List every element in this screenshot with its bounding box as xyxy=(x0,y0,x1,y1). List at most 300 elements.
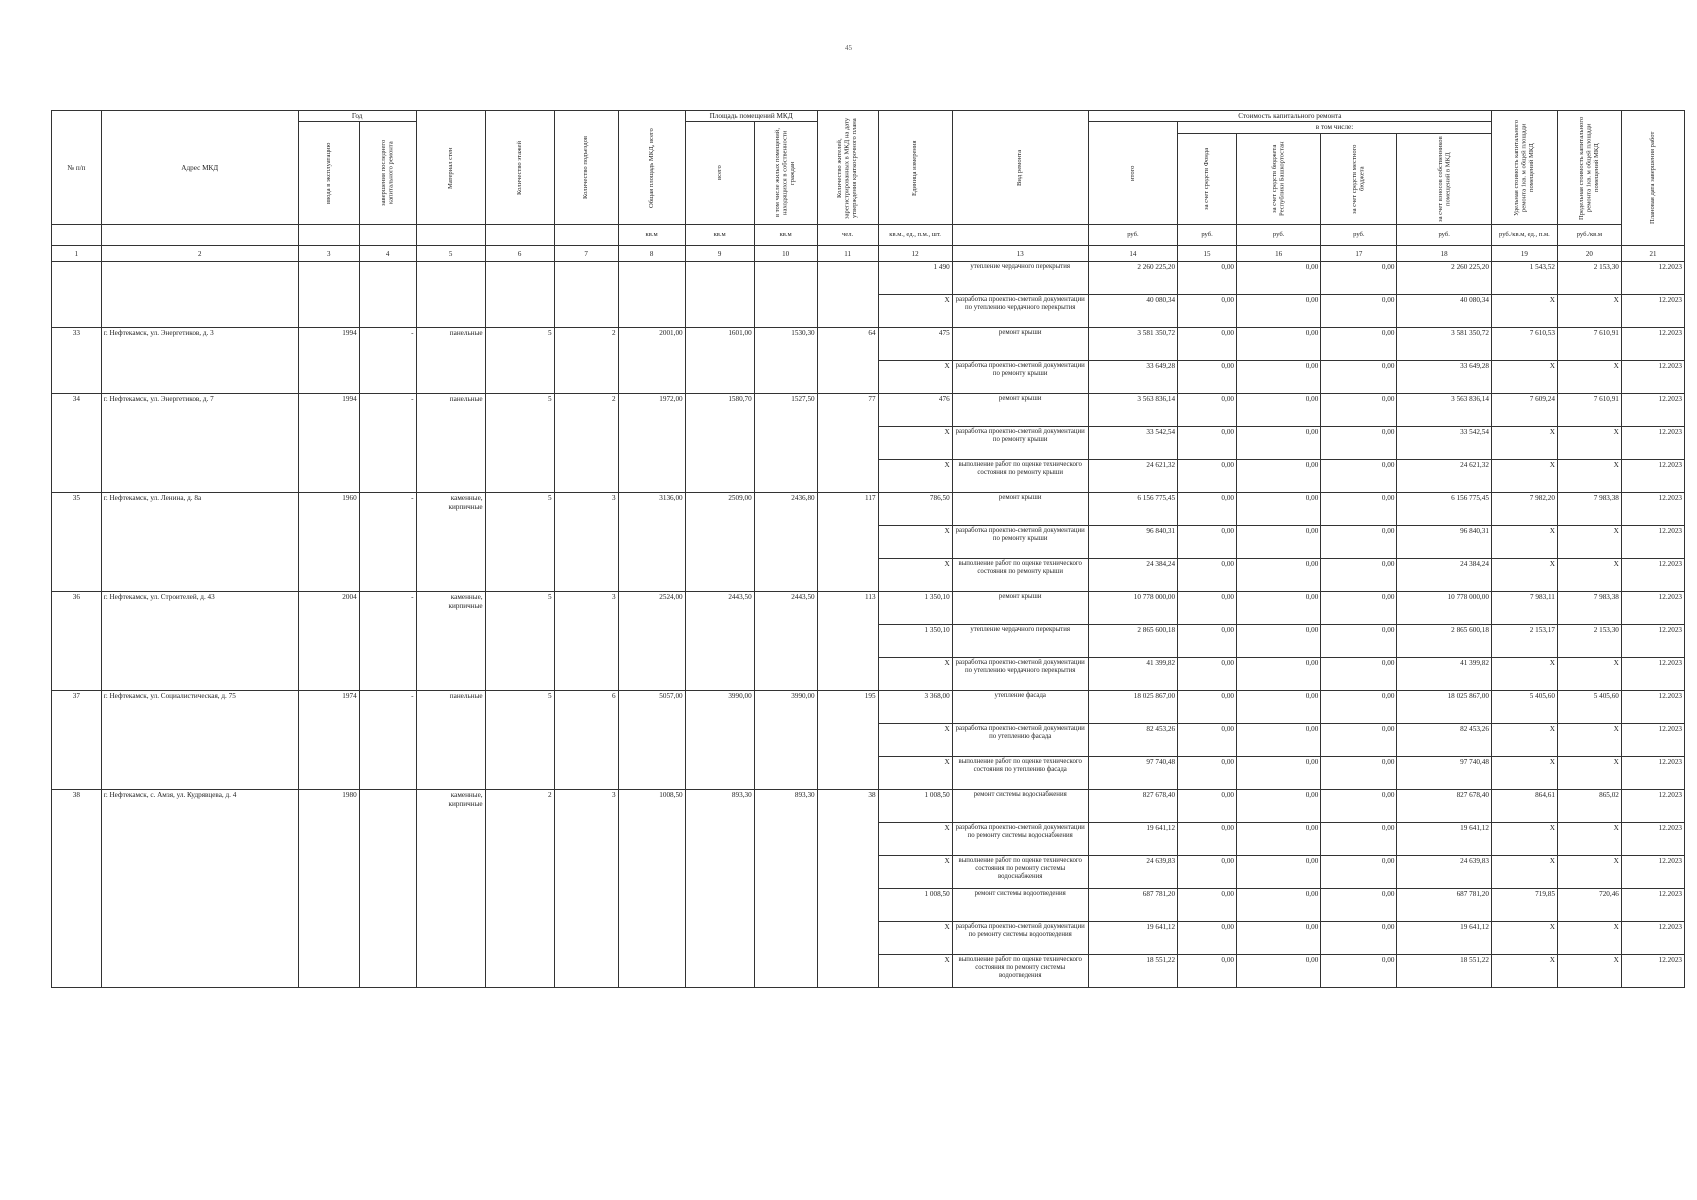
cost-fund: 0,00 xyxy=(1178,922,1237,955)
max-cost: X xyxy=(1557,295,1621,328)
owned-area: 3990,00 xyxy=(754,691,817,790)
work-quantity: 786,50 xyxy=(878,493,952,526)
planned-date: 12.2023 xyxy=(1621,394,1684,427)
cost-fund: 0,00 xyxy=(1178,658,1237,691)
owned-area xyxy=(754,262,817,328)
wall-material: панельные xyxy=(416,691,485,790)
year-last-repair: - xyxy=(359,328,416,394)
wall-material: каменные, кирпичные xyxy=(416,493,485,592)
work-type: ремонт системы водоснабжения xyxy=(952,790,1088,823)
owned-area: 893,30 xyxy=(754,790,817,988)
cost-owners: 24 639,83 xyxy=(1397,856,1491,889)
unit-cell: руб. xyxy=(1321,225,1397,246)
cost-local: 0,00 xyxy=(1321,757,1397,790)
wall-material xyxy=(416,262,485,328)
cost-fund: 0,00 xyxy=(1178,592,1237,625)
max-cost: 865,02 xyxy=(1557,790,1621,823)
premises-area: 2443,50 xyxy=(685,592,754,691)
cost-local: 0,00 xyxy=(1321,526,1397,559)
column-number: 4 xyxy=(359,246,416,262)
owned-area: 2443,50 xyxy=(754,592,817,691)
floors-count: 2 xyxy=(485,790,554,988)
work-type: разработка проектно-сметной документации по ремонту системы водоотведения xyxy=(952,922,1088,955)
planned-date: 12.2023 xyxy=(1621,262,1684,295)
work-type: выполнение работ по оценке технического состояния по ремонту крыши xyxy=(952,559,1088,592)
cost-total: 10 778 000,00 xyxy=(1088,592,1177,625)
work-quantity: X xyxy=(878,460,952,493)
cost-total: 41 399,82 xyxy=(1088,658,1177,691)
work-quantity: X xyxy=(878,526,952,559)
unit-cost: X xyxy=(1491,922,1557,955)
year-commissioning: 1980 xyxy=(298,790,359,988)
house-number: 34 xyxy=(52,394,102,493)
wall-material: каменные, кирпичные xyxy=(416,592,485,691)
cost-local: 0,00 xyxy=(1321,922,1397,955)
premises-area: 3990,00 xyxy=(685,691,754,790)
unit-cell: руб. xyxy=(1237,225,1321,246)
work-quantity: X xyxy=(878,361,952,394)
planned-date: 12.2023 xyxy=(1621,526,1684,559)
unit-cost: X xyxy=(1491,955,1557,988)
table-row xyxy=(52,394,1685,427)
header-year-commissioning: ввода в эксплуатацию xyxy=(298,122,359,225)
house-number: 36 xyxy=(52,592,102,691)
cost-owners: 24 621,32 xyxy=(1397,460,1491,493)
entrances-count: 3 xyxy=(554,592,618,691)
table-body xyxy=(52,262,1685,988)
cost-owners: 19 641,12 xyxy=(1397,922,1491,955)
total-area: 3136,00 xyxy=(618,493,685,592)
cost-total: 24 621,32 xyxy=(1088,460,1177,493)
entrances-count: 2 xyxy=(554,394,618,493)
cost-republic: 0,00 xyxy=(1237,394,1321,427)
planned-date: 12.2023 xyxy=(1621,724,1684,757)
work-type: разработка проектно-сметной документации по ремонту крыши xyxy=(952,526,1088,559)
unit-cost: 719,85 xyxy=(1491,889,1557,922)
column-number: 19 xyxy=(1491,246,1557,262)
cost-owners: 19 641,12 xyxy=(1397,823,1491,856)
unit-cost: X xyxy=(1491,559,1557,592)
cost-total: 33 649,28 xyxy=(1088,361,1177,394)
header-year-group: Год xyxy=(298,111,416,122)
cost-owners: 10 778 000,00 xyxy=(1397,592,1491,625)
cost-local: 0,00 xyxy=(1321,328,1397,361)
cost-total: 97 740,48 xyxy=(1088,757,1177,790)
column-number: 12 xyxy=(878,246,952,262)
cost-total: 3 563 836,14 xyxy=(1088,394,1177,427)
year-last-repair: - xyxy=(359,394,416,493)
planned-date: 12.2023 xyxy=(1621,295,1684,328)
cost-owners: 24 384,24 xyxy=(1397,559,1491,592)
planned-date: 12.2023 xyxy=(1621,823,1684,856)
floors-count: 5 xyxy=(485,394,554,493)
year-last-repair xyxy=(359,790,416,988)
owned-area: 2436,80 xyxy=(754,493,817,592)
planned-date: 12.2023 xyxy=(1621,691,1684,724)
entrances-count: 6 xyxy=(554,691,618,790)
cost-local: 0,00 xyxy=(1321,724,1397,757)
column-number: 20 xyxy=(1557,246,1621,262)
planned-date: 12.2023 xyxy=(1621,427,1684,460)
house-address xyxy=(101,262,298,328)
residents-count: 77 xyxy=(817,394,878,493)
year-commissioning: 1994 xyxy=(298,328,359,394)
cost-total: 687 781,20 xyxy=(1088,889,1177,922)
cost-owners: 3 581 350,72 xyxy=(1397,328,1491,361)
cost-owners: 2 260 225,20 xyxy=(1397,262,1491,295)
cost-fund: 0,00 xyxy=(1178,724,1237,757)
header-residents: Количество жителей, зарегистрированных в МКД на дату утверждения краткосрочного плана xyxy=(817,111,878,225)
unit-cell: кв.м xyxy=(754,225,817,246)
header-cost-republic: за счет средств бюджета Республики Башкортостан xyxy=(1237,133,1321,225)
unit-cost: X xyxy=(1491,724,1557,757)
work-quantity: X xyxy=(878,955,952,988)
cost-owners: 82 453,26 xyxy=(1397,724,1491,757)
work-quantity: X xyxy=(878,427,952,460)
header-max-cost: Предельная стоимость капитального ремонта 1кв. м общей площади помещений МКД xyxy=(1557,111,1621,225)
header-cost-total: итого xyxy=(1088,122,1177,225)
planned-date: 12.2023 xyxy=(1621,493,1684,526)
unit-cell: кв.м., ед., п.м., шт. xyxy=(878,225,952,246)
premises-area: 2509,00 xyxy=(685,493,754,592)
entrances-count: 2 xyxy=(554,328,618,394)
year-last-repair: - xyxy=(359,592,416,691)
unit-cell: руб./кв.м, ед., п.м. xyxy=(1491,225,1557,246)
residents-count xyxy=(817,262,878,328)
work-type: утепление чердачного перекрытия xyxy=(952,262,1088,295)
cost-local: 0,00 xyxy=(1321,592,1397,625)
year-last-repair: - xyxy=(359,493,416,592)
cost-total: 827 678,40 xyxy=(1088,790,1177,823)
house-address: г. Нефтекамск, ул. Энергетиков, д. 3 xyxy=(101,328,298,394)
max-cost: X xyxy=(1557,460,1621,493)
column-number: 10 xyxy=(754,246,817,262)
column-number: 21 xyxy=(1621,246,1684,262)
wall-material: панельные xyxy=(416,328,485,394)
house-number: 37 xyxy=(52,691,102,790)
unit-cost: X xyxy=(1491,658,1557,691)
column-number: 18 xyxy=(1397,246,1491,262)
cost-total: 24 384,24 xyxy=(1088,559,1177,592)
planned-date: 12.2023 xyxy=(1621,955,1684,988)
cost-total: 18 025 867,00 xyxy=(1088,691,1177,724)
max-cost: X xyxy=(1557,559,1621,592)
planned-date: 12.2023 xyxy=(1621,856,1684,889)
max-cost: 720,46 xyxy=(1557,889,1621,922)
cost-total: 82 453,26 xyxy=(1088,724,1177,757)
header-planned-date: Плановая дата завершения работ xyxy=(1621,111,1684,246)
cost-local: 0,00 xyxy=(1321,955,1397,988)
header-cost-fund: за счет средств Фонда xyxy=(1178,133,1237,225)
unit-cost: 7 982,20 xyxy=(1491,493,1557,526)
cost-total: 96 840,31 xyxy=(1088,526,1177,559)
work-quantity: 475 xyxy=(878,328,952,361)
planned-date: 12.2023 xyxy=(1621,361,1684,394)
planned-date: 12.2023 xyxy=(1621,889,1684,922)
owned-area: 1527,50 xyxy=(754,394,817,493)
house-number: 35 xyxy=(52,493,102,592)
cost-local: 0,00 xyxy=(1321,889,1397,922)
cost-republic: 0,00 xyxy=(1237,295,1321,328)
work-quantity: X xyxy=(878,757,952,790)
year-commissioning xyxy=(298,262,359,328)
cost-owners: 97 740,48 xyxy=(1397,757,1491,790)
work-quantity: 1 008,50 xyxy=(878,889,952,922)
cost-fund: 0,00 xyxy=(1178,262,1237,295)
cost-total: 33 542,54 xyxy=(1088,427,1177,460)
header-row-1 xyxy=(52,111,1685,122)
cost-republic: 0,00 xyxy=(1237,790,1321,823)
table-row xyxy=(52,691,1685,724)
planned-date: 12.2023 xyxy=(1621,790,1684,823)
unit-cost: X xyxy=(1491,823,1557,856)
max-cost: X xyxy=(1557,823,1621,856)
entrances-count: 3 xyxy=(554,790,618,988)
work-type: разработка проектно-сметной документации по ремонту крыши xyxy=(952,361,1088,394)
cost-fund: 0,00 xyxy=(1178,559,1237,592)
total-area: 2001,00 xyxy=(618,328,685,394)
cost-fund: 0,00 xyxy=(1178,823,1237,856)
work-type: разработка проектно-сметной документации по ремонту системы водоснабжения xyxy=(952,823,1088,856)
column-number: 6 xyxy=(485,246,554,262)
entrances-count: 3 xyxy=(554,493,618,592)
work-type: разработка проектно-сметной документации по ремонту крыши xyxy=(952,427,1088,460)
column-number: 15 xyxy=(1178,246,1237,262)
cost-local: 0,00 xyxy=(1321,691,1397,724)
owned-area: 1530,30 xyxy=(754,328,817,394)
cost-republic: 0,00 xyxy=(1237,691,1321,724)
planned-date: 12.2023 xyxy=(1621,460,1684,493)
cost-total: 2 865 600,18 xyxy=(1088,625,1177,658)
unit-cost: 5 405,60 xyxy=(1491,691,1557,724)
max-cost: X xyxy=(1557,922,1621,955)
work-quantity: X xyxy=(878,559,952,592)
column-number: 5 xyxy=(416,246,485,262)
planned-date: 12.2023 xyxy=(1621,658,1684,691)
planned-date: 12.2023 xyxy=(1621,757,1684,790)
cost-republic: 0,00 xyxy=(1237,526,1321,559)
planned-date: 12.2023 xyxy=(1621,922,1684,955)
year-commissioning: 1994 xyxy=(298,394,359,493)
column-number: 16 xyxy=(1237,246,1321,262)
work-type: ремонт крыши xyxy=(952,592,1088,625)
planned-date: 12.2023 xyxy=(1621,328,1684,361)
cost-local: 0,00 xyxy=(1321,262,1397,295)
cost-fund: 0,00 xyxy=(1178,427,1237,460)
cost-republic: 0,00 xyxy=(1237,559,1321,592)
header-wall-material: Материал стен xyxy=(416,111,485,225)
total-area: 5057,00 xyxy=(618,691,685,790)
residents-count: 113 xyxy=(817,592,878,691)
cost-local: 0,00 xyxy=(1321,658,1397,691)
max-cost: 7 983,38 xyxy=(1557,493,1621,526)
total-area: 2524,00 xyxy=(618,592,685,691)
house-address: г. Нефтекамск, ул. Энергетиков, д. 7 xyxy=(101,394,298,493)
header-address: Адрес МКД xyxy=(101,111,298,225)
cost-republic: 0,00 xyxy=(1237,460,1321,493)
cost-total: 18 551,22 xyxy=(1088,955,1177,988)
unit-cost: X xyxy=(1491,295,1557,328)
max-cost: 2 153,30 xyxy=(1557,262,1621,295)
cost-republic: 0,00 xyxy=(1237,427,1321,460)
work-quantity: 3 368,00 xyxy=(878,691,952,724)
unit-cost: 2 153,17 xyxy=(1491,625,1557,658)
wall-material: панельные xyxy=(416,394,485,493)
column-number: 13 xyxy=(952,246,1088,262)
house-number: 33 xyxy=(52,328,102,394)
max-cost: X xyxy=(1557,724,1621,757)
unit-cost: X xyxy=(1491,460,1557,493)
cost-total: 3 581 350,72 xyxy=(1088,328,1177,361)
work-type: ремонт системы водоотведения xyxy=(952,889,1088,922)
cost-local: 0,00 xyxy=(1321,625,1397,658)
max-cost: X xyxy=(1557,361,1621,394)
cost-local: 0,00 xyxy=(1321,361,1397,394)
year-last-repair xyxy=(359,262,416,328)
cost-republic: 0,00 xyxy=(1237,955,1321,988)
work-type: ремонт крыши xyxy=(952,493,1088,526)
cost-owners: 96 840,31 xyxy=(1397,526,1491,559)
house-address: г. Нефтекамск, ул. Строителей, д. 43 xyxy=(101,592,298,691)
premises-area xyxy=(685,262,754,328)
column-number: 1 xyxy=(52,246,102,262)
max-cost: 2 153,30 xyxy=(1557,625,1621,658)
cost-local: 0,00 xyxy=(1321,559,1397,592)
wall-material: каменные, кирпичные xyxy=(416,790,485,988)
cost-republic: 0,00 xyxy=(1237,856,1321,889)
work-type: разработка проектно-сметной документации по утеплению чердачного перекрытия xyxy=(952,295,1088,328)
unit-cell: чел. xyxy=(817,225,878,246)
column-number: 8 xyxy=(618,246,685,262)
total-area: 1008,50 xyxy=(618,790,685,988)
header-cost-group: Стоимость капитального ремонта xyxy=(1088,111,1491,122)
cost-fund: 0,00 xyxy=(1178,955,1237,988)
header-cost-owners: за счет взносов собственников помещений в МКД xyxy=(1397,133,1491,225)
cost-owners: 18 025 867,00 xyxy=(1397,691,1491,724)
work-quantity: X xyxy=(878,856,952,889)
header-unit-cost: Удельная стоимость капитального ремонта 1кв. м общей площади помещений МКД xyxy=(1491,111,1557,225)
cost-fund: 0,00 xyxy=(1178,295,1237,328)
header-cost-local: за счет средств местного бюджета xyxy=(1321,133,1397,225)
house-address: г. Нефтекамск, ул. Социалистическая, д. 75 xyxy=(101,691,298,790)
column-number: 9 xyxy=(685,246,754,262)
cost-fund: 0,00 xyxy=(1178,625,1237,658)
work-quantity: X xyxy=(878,658,952,691)
cost-fund: 0,00 xyxy=(1178,691,1237,724)
header-incl: в том числе: xyxy=(1178,122,1492,133)
cost-local: 0,00 xyxy=(1321,394,1397,427)
cost-total: 24 639,83 xyxy=(1088,856,1177,889)
work-quantity: 1 490 xyxy=(878,262,952,295)
work-quantity: 476 xyxy=(878,394,952,427)
cost-local: 0,00 xyxy=(1321,856,1397,889)
table-row xyxy=(52,790,1685,823)
cost-local: 0,00 xyxy=(1321,295,1397,328)
cost-owners: 41 399,82 xyxy=(1397,658,1491,691)
header-floors: Количество этажей xyxy=(485,111,554,225)
cost-owners: 33 542,54 xyxy=(1397,427,1491,460)
cost-fund: 0,00 xyxy=(1178,856,1237,889)
cost-republic: 0,00 xyxy=(1237,361,1321,394)
max-cost: X xyxy=(1557,955,1621,988)
header-entrances: Количество подъездов xyxy=(554,111,618,225)
cost-local: 0,00 xyxy=(1321,493,1397,526)
total-area: 1972,00 xyxy=(618,394,685,493)
unit-cell: руб. xyxy=(1088,225,1177,246)
unit-cost: X xyxy=(1491,856,1557,889)
floors-count: 5 xyxy=(485,493,554,592)
work-quantity: X xyxy=(878,823,952,856)
cost-total: 19 641,12 xyxy=(1088,823,1177,856)
house-number xyxy=(52,262,102,328)
max-cost: X xyxy=(1557,526,1621,559)
cost-owners: 18 551,22 xyxy=(1397,955,1491,988)
cost-republic: 0,00 xyxy=(1237,823,1321,856)
cost-republic: 0,00 xyxy=(1237,889,1321,922)
cost-fund: 0,00 xyxy=(1178,394,1237,427)
header-unit: Единица измерения xyxy=(878,111,952,225)
unit-cost: X xyxy=(1491,427,1557,460)
cost-local: 0,00 xyxy=(1321,460,1397,493)
cost-republic: 0,00 xyxy=(1237,922,1321,955)
repair-plan-sheet xyxy=(51,110,1685,988)
unit-cost: X xyxy=(1491,757,1557,790)
unit-cost: 7 609,24 xyxy=(1491,394,1557,427)
table-row xyxy=(52,592,1685,625)
column-numbers-row xyxy=(52,246,1685,262)
table-row xyxy=(52,493,1685,526)
cost-republic: 0,00 xyxy=(1237,757,1321,790)
premises-area: 893,30 xyxy=(685,790,754,988)
cost-fund: 0,00 xyxy=(1178,757,1237,790)
work-type: выполнение работ по оценке технического состояния по ремонту крыши xyxy=(952,460,1088,493)
floors-count: 5 xyxy=(485,592,554,691)
cost-local: 0,00 xyxy=(1321,823,1397,856)
premises-area: 1601,00 xyxy=(685,328,754,394)
cost-republic: 0,00 xyxy=(1237,262,1321,295)
max-cost: 5 405,60 xyxy=(1557,691,1621,724)
cost-fund: 0,00 xyxy=(1178,790,1237,823)
repair-plan-table xyxy=(51,110,1685,988)
planned-date: 12.2023 xyxy=(1621,559,1684,592)
page-number: 45 xyxy=(845,44,852,52)
planned-date: 12.2023 xyxy=(1621,592,1684,625)
cost-owners: 6 156 775,45 xyxy=(1397,493,1491,526)
max-cost: 7 610,91 xyxy=(1557,394,1621,427)
work-quantity: 1 350,10 xyxy=(878,592,952,625)
year-last-repair: - xyxy=(359,691,416,790)
residents-count: 64 xyxy=(817,328,878,394)
planned-date: 12.2023 xyxy=(1621,625,1684,658)
header-work-type: Вид ремонта xyxy=(952,111,1088,225)
column-number: 3 xyxy=(298,246,359,262)
max-cost: X xyxy=(1557,658,1621,691)
house-number: 38 xyxy=(52,790,102,988)
work-type: утепление чердачного перекрытия xyxy=(952,625,1088,658)
cost-total: 2 260 225,20 xyxy=(1088,262,1177,295)
header-premises-owned: в том числе жилых помещений, находящихся в собственности граждан xyxy=(754,122,817,225)
cost-republic: 0,00 xyxy=(1237,592,1321,625)
cost-owners: 40 080,34 xyxy=(1397,295,1491,328)
unit-cell: кв.м xyxy=(685,225,754,246)
cost-fund: 0,00 xyxy=(1178,889,1237,922)
unit-cell: руб. xyxy=(1178,225,1237,246)
work-quantity: X xyxy=(878,724,952,757)
cost-republic: 0,00 xyxy=(1237,625,1321,658)
premises-area: 1580,70 xyxy=(685,394,754,493)
work-quantity: 1 008,50 xyxy=(878,790,952,823)
work-quantity: 1 350,10 xyxy=(878,625,952,658)
